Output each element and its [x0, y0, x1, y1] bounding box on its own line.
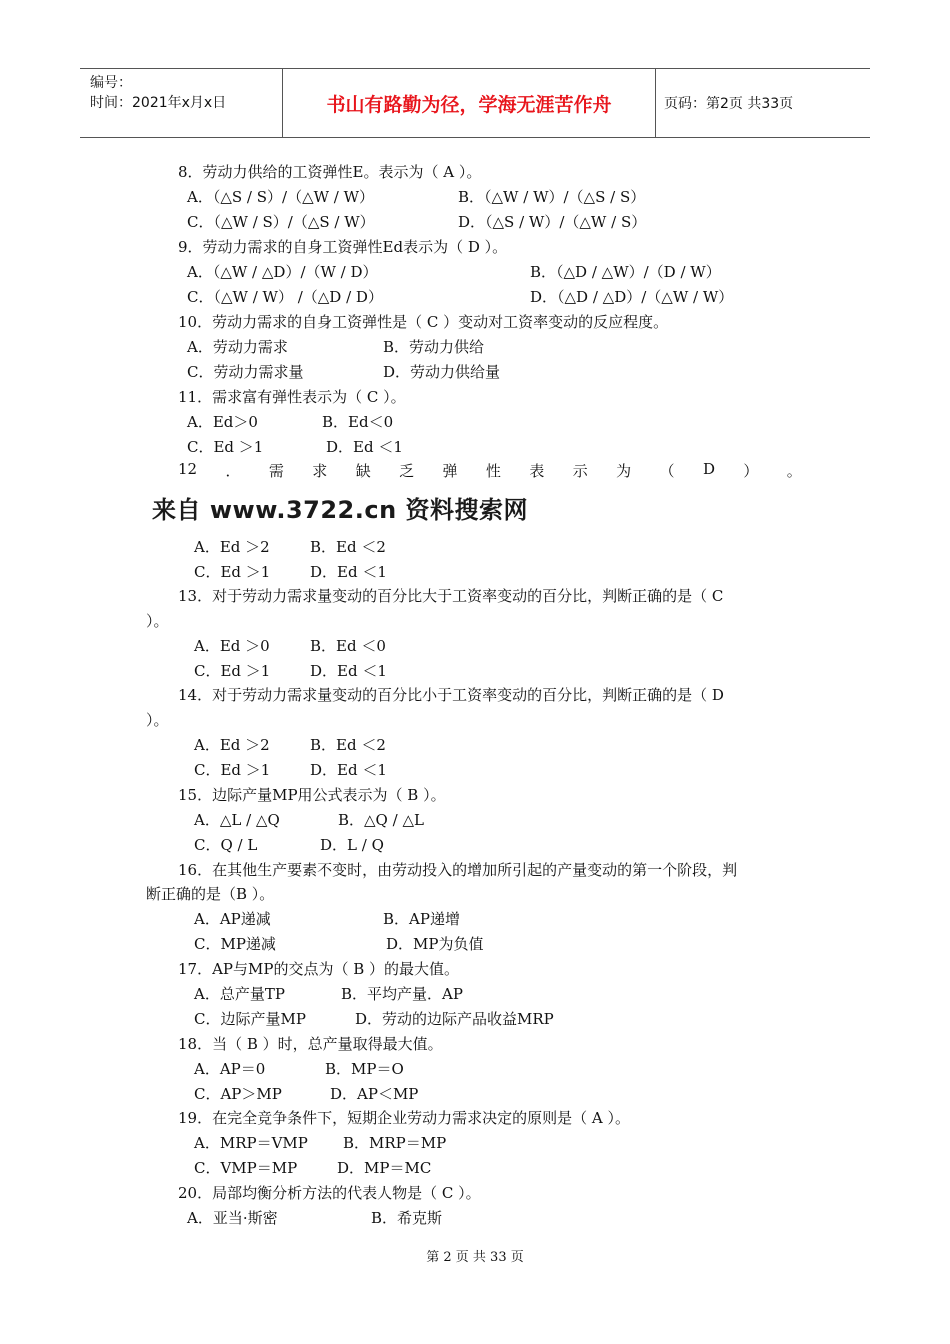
text-line: B．MRP＝MP — [343, 1134, 447, 1152]
text-line: ）。 — [146, 612, 169, 630]
question-12-char: ） — [743, 462, 759, 480]
text-line: A．Ed＞0 — [187, 413, 258, 431]
text-line: B．△Q / △L — [338, 811, 424, 829]
header-page-info: 页码：第2页 共33页 — [664, 96, 794, 112]
question-12-line — [178, 460, 802, 481]
header-motto: 书山有路勤为径，学海无涯苦作舟 — [326, 93, 612, 116]
question-12-char: D — [702, 460, 715, 478]
text-line: B．（△W / W）/（△S / S） — [458, 188, 646, 206]
text-line: ）。 — [146, 711, 169, 729]
text-line: 9．劳动力需求的自身工资弹性Ed表示为（ D ）。 — [178, 238, 508, 256]
question-12-char: 求 — [312, 462, 328, 480]
text-line: C．（△W / W） /（△D / D） — [187, 288, 383, 306]
text-line: D．Ed ＜1 — [310, 563, 387, 581]
text-line: A．Ed ＞0 — [194, 637, 270, 655]
text-line: C．Ed ＞1 — [194, 563, 271, 581]
question-12-char: 。 — [786, 462, 802, 480]
text-line: 19．在完全竞争条件下，短期企业劳动力需求决定的原则是（ A ）。 — [178, 1109, 630, 1127]
text-line: A．（△W / △D）/（W / D） — [187, 263, 378, 281]
text-line: D．Ed ＜1 — [310, 761, 387, 779]
question-12-char: ． — [225, 462, 241, 480]
text-line: 10．劳动力需求的自身工资弹性是（ C ）变动对工资率变动的反应程度。 — [178, 313, 669, 331]
text-line: A．AP递减 — [194, 910, 271, 928]
page-footer: 第 2 页 共 33 页 — [426, 1250, 524, 1265]
text-line: 16．在其他生产要素不变时，由劳动投入的增加所引起的产量变动的第一个阶段，判 — [178, 861, 738, 879]
text-line: A．△L / △Q — [194, 811, 280, 829]
text-line: 8．劳动力供给的工资弹性E。表示为（ A ）。 — [178, 163, 482, 181]
text-line: B．MP＝O — [325, 1060, 404, 1078]
question-12-char: 为 — [616, 462, 632, 480]
text-line: D．Ed ＜1 — [326, 438, 403, 456]
text-line: 17．AP与MP的交点为（ B ）的最大值。 — [178, 960, 460, 978]
question-12-char: 缺 — [355, 462, 371, 480]
text-line: A．AP＝0 — [194, 1060, 266, 1078]
text-line: B．劳动力供给 — [383, 338, 485, 356]
question-12-char: 示 — [572, 462, 588, 480]
text-line: 断正确的是（B ）。 — [146, 885, 275, 903]
text-line: A．（△S / S）/（△W / W） — [187, 188, 375, 206]
text-line: A．总产量TP — [194, 985, 285, 1003]
header-meta — [90, 73, 226, 113]
text-line: C．边际产量MP — [194, 1010, 306, 1028]
question-12-char: 弹 — [442, 462, 458, 480]
text-line: 11．需求富有弹性表示为（ C ）。 — [178, 388, 406, 406]
text-line: C．Ed ＞1 — [194, 662, 271, 680]
text-line: D．（△D / △D）/（△W / W） — [530, 288, 734, 306]
question-12-char: 性 — [485, 462, 501, 480]
text-line: C．VMP＝MP — [194, 1159, 298, 1177]
text-line: D．劳动力供给量 — [383, 363, 501, 381]
watermark-text: 来自 www.3722.cn 资料搜索网 — [152, 496, 529, 524]
text-line: A．劳动力需求 — [187, 338, 288, 356]
text-line: C．MP递减 — [194, 935, 276, 953]
text-line: D．Ed ＜1 — [310, 662, 387, 680]
text-line: A．亚当·斯密 — [187, 1209, 278, 1227]
question-12-char: （ — [659, 462, 675, 480]
text-line: D．AP＜MP — [330, 1085, 419, 1103]
header-divider — [655, 69, 656, 137]
text-line: C．Ed ＞1 — [194, 761, 271, 779]
text-line: A．MRP＝VMP — [194, 1134, 308, 1152]
text-line: B．AP递增 — [383, 910, 460, 928]
text-line: B．平均产量．AP — [341, 985, 463, 1003]
text-line: B．Ed ＜0 — [310, 637, 386, 655]
text-line: 14．对于劳动力需求量变动的百分比小于工资率变动的百分比，判断正确的是（ D — [178, 686, 724, 704]
question-12-char: 乏 — [399, 462, 415, 480]
text-line: B．Ed ＜2 — [310, 736, 386, 754]
text-line: B．Ed＜0 — [322, 413, 394, 431]
header-time-label: 时间：2021年x月x日 — [90, 95, 227, 111]
text-line: 15．边际产量MP用公式表示为（ B ）。 — [178, 786, 446, 804]
text-line: C．（△W / S）/（△S / W） — [187, 213, 375, 231]
question-12-char: 12 — [178, 460, 198, 478]
text-line: C．Ed ＞1 — [187, 438, 264, 456]
question-12-char: 表 — [529, 462, 545, 480]
text-line: 18．当（ B ）时，总产量取得最大值。 — [178, 1035, 443, 1053]
page-header — [80, 68, 870, 138]
header-number-label: 编号： — [90, 75, 132, 91]
text-line: 20．局部均衡分析方法的代表人物是（ C ）。 — [178, 1184, 481, 1202]
text-line: D．L / Q — [320, 836, 384, 854]
text-line: D．MP为负值 — [386, 935, 484, 953]
text-line: B．希克斯 — [371, 1209, 443, 1227]
text-line: C．Q / L — [194, 836, 258, 854]
text-line: D．MP＝MC — [337, 1159, 432, 1177]
text-line: D．劳动的边际产品收益MRP — [355, 1010, 554, 1028]
text-line: B．Ed ＜2 — [310, 538, 386, 556]
text-line: A．Ed ＞2 — [194, 736, 270, 754]
question-12-char: 需 — [268, 462, 284, 480]
text-line: C．劳动力需求量 — [187, 363, 304, 381]
text-line: D．（△S / W）/（△W / S） — [458, 213, 647, 231]
text-line: B．（△D / △W）/（D / W） — [530, 263, 721, 281]
text-line: 13．对于劳动力需求量变动的百分比大于工资率变动的百分比，判断正确的是（ C — [178, 587, 724, 605]
text-line: C．AP＞MP — [194, 1085, 282, 1103]
text-line: A．Ed ＞2 — [194, 538, 270, 556]
